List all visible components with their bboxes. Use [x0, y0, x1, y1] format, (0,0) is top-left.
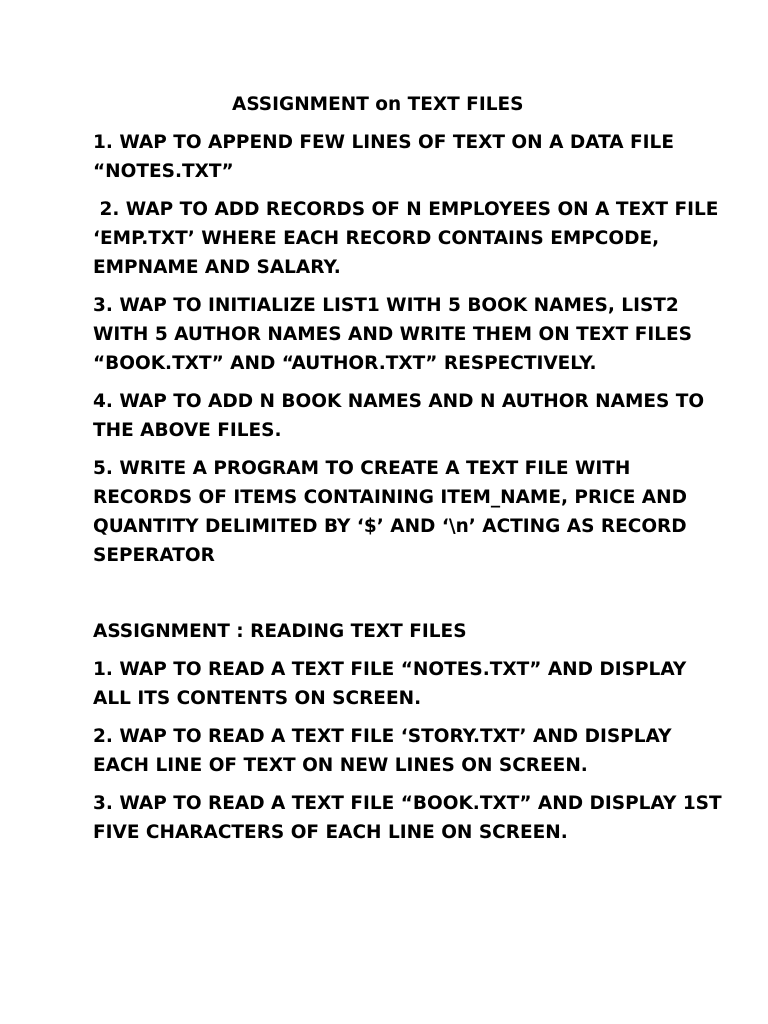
item-line: 2. WAP TO READ A TEXT FILE ‘STORY.TXT’ AND DISPLAY: [93, 726, 672, 747]
section2-item-1: [93, 655, 693, 713]
section2-title: ASSIGNMENT : READING TEXT FILES: [93, 621, 467, 642]
item-line: 3. WAP TO READ A TEXT FILE “BOOK.TXT” AND DISPLAY 1ST: [93, 793, 722, 814]
section1-item-4: [93, 387, 705, 445]
section1-item-5: [93, 454, 693, 570]
item-line: WITH 5 AUTHOR NAMES AND WRITE THEM ON TEXT FILES: [93, 324, 692, 345]
section2-item-2: [93, 722, 693, 780]
item-line: FIVE CHARACTERS OF EACH LINE ON SCREEN.: [93, 822, 568, 843]
item-line: 5. WRITE A PROGRAM TO CREATE A TEXT FILE WITH: [93, 458, 631, 479]
item-line: 4. WAP TO ADD N BOOK NAMES AND N AUTHOR NAMES TO: [93, 391, 705, 412]
item-line: “BOOK.TXT” AND “AUTHOR.TXT” RESPECTIVELY.: [93, 353, 597, 374]
item-line: 2. WAP TO ADD RECORDS OF N EMPLOYEES ON A TEXT FILE: [93, 199, 719, 220]
item-line: SEPERATOR: [93, 545, 215, 566]
item-line: EMPNAME AND SALARY.: [93, 257, 341, 278]
item-line: THE ABOVE FILES.: [93, 420, 282, 441]
item-line: 1. WAP TO READ A TEXT FILE “NOTES.TXT” AND DISPLAY: [93, 659, 687, 680]
item-line: ‘EMP.TXT’ WHERE EACH RECORD CONTAINS EMPCODE,: [93, 228, 660, 249]
item-line: QUANTITY DELIMITED BY ‘$’ AND ‘\n’ ACTING AS RECORD: [93, 516, 687, 537]
item-line: 1. WAP TO APPEND FEW LINES OF TEXT ON A DATA FILE: [93, 132, 674, 153]
section1-item-1: [93, 128, 693, 186]
document-page: [93, 90, 722, 856]
section1-item-2: [93, 195, 719, 282]
section-spacer: [93, 579, 693, 617]
item-line: “NOTES.TXT”: [93, 161, 234, 182]
item-line: 3. WAP TO INITIALIZE LIST1 WITH 5 BOOK NAMES, LIST2: [93, 295, 679, 316]
section2-item-3: [93, 789, 722, 847]
section1-item-3: [93, 291, 693, 378]
section1-title: ASSIGNMENT on TEXT FILES: [232, 94, 524, 115]
item-line: ALL ITS CONTENTS ON SCREEN.: [93, 688, 422, 709]
item-line: RECORDS OF ITEMS CONTAINING ITEM_NAME, PRICE AND: [93, 487, 687, 508]
item-line: EACH LINE OF TEXT ON NEW LINES ON SCREEN.: [93, 755, 588, 776]
